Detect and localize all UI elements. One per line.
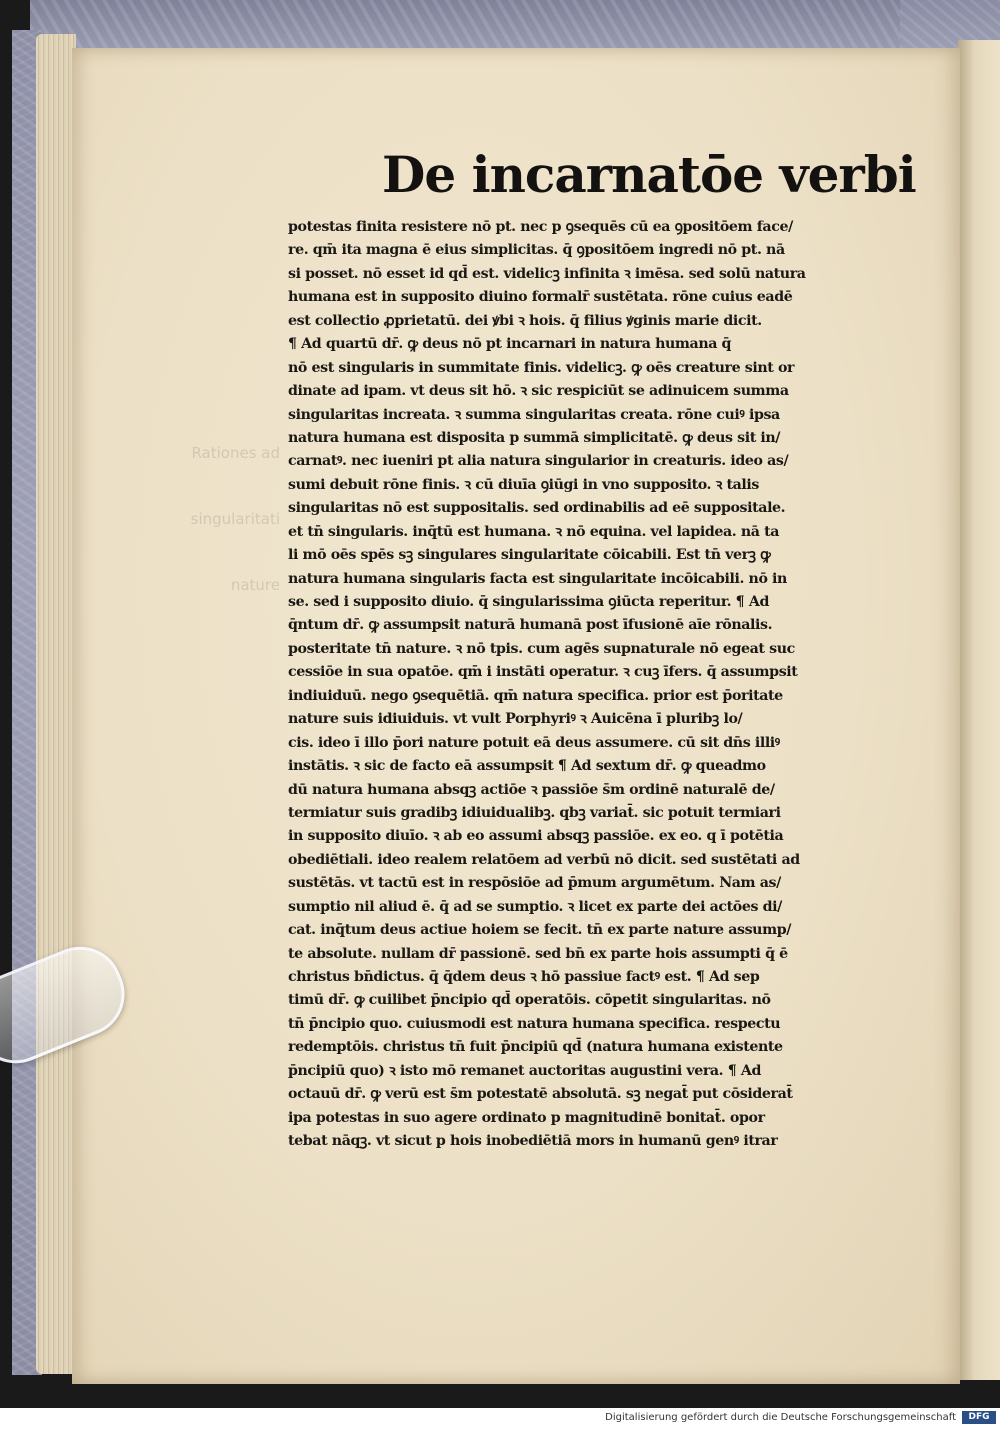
text-line: ipa potestas in suo agere ordinato p magnitudinē bonitat̄. opor <box>288 1109 765 1126</box>
dfg-logo: DFG <box>962 1411 996 1424</box>
text-line: sumi debuit rōne finis. ꝛ cū diuīa ꝯiūgi in vno supposito. ꝛ talis <box>288 476 759 493</box>
show-through-line: singularitati <box>190 510 280 528</box>
footer-credit: Digitalisierung gefördert durch die Deutsche Forschungsgemeinschaft <box>605 1412 956 1423</box>
marbled-cover-top <box>30 0 950 52</box>
text-line: cessiōe in sua opatōe. qm̄ i instāti operatur. ꝛ cuꝫ īfers. q̄ assumpsit <box>288 664 798 681</box>
text-line: cis. ideo ī illo p̄ori nature potuit eā deus assumere. cū sit dn̄s illiꝰ <box>288 734 780 751</box>
text-line: posteritate tn̄ nature. ꝛ nō tpis. cum agēs supnaturale nō egeat suc <box>288 640 795 657</box>
text-line: si posset. nō esset id qd̄ est. videlicꝫ infinita ꝛ imēsa. sed solū natura <box>288 265 806 282</box>
page-block-edge <box>36 34 76 1374</box>
text-line: est collectio ꝓprietatū. dei ꝟbi ꝛ hois. q̄ filius ꝟginis marie dicit. <box>288 312 762 329</box>
text-line: re. qm̄ ita magna ē eius simplicitas. q̄ ꝯpositōem ingredi nō pt. nā <box>288 242 785 259</box>
text-line: dinate ad ipam. vt deus sit hō. ꝛ sic respiciūt se adinuicem summa <box>288 383 789 400</box>
text-line: q̄ntum dr̄. ꝙ assumpsit naturā humanā post īfusionē aīe rōnalis. <box>288 617 773 634</box>
text-line: sustētās. vt tactū est in respōsiōe ad p̄mum argumētum. Nam as/ <box>288 875 781 892</box>
text-line: tn̄ p̄ncipio quo. cuiusmodi est natura humana specifica. respectu <box>288 1015 781 1032</box>
text-line: christus bn̄dictus. q̄ q̄dem deus ꝛ hō passiue factꝰ est. ¶ Ad sep <box>288 969 760 985</box>
text-line: potestas finita resistere nō pt. nec p ꝯsequēs cū ea ꝯpositōem face/ <box>288 219 793 235</box>
text-line: redemptōis. christus tn̄ fuit p̄ncipiū qd̄ (natura humana existente <box>288 1039 783 1056</box>
show-through-marginalia <box>160 398 280 594</box>
text-line: timū dr̄. ꝙ cuilibet p̄ncipio qd̄ operatōis. cōpetit singularitas. nō <box>288 992 771 1009</box>
text-line: in supposito diuīo. ꝛ ab eo assumi absqꝫ passiōe. ex eo. q ī potētia <box>288 828 784 845</box>
text-line: tebat nāqꝫ. vt sicut p hois inobediētiā mors in humanū genꝰ itrar <box>288 1133 778 1150</box>
text-line: obediētiali. ideo realem relatōem ad verbū nō dicit. sed sustētati ad <box>288 851 800 868</box>
text-line: te absolute. nullam dr̄ passionē. sed bn̄ ex parte hois assumpti q̄ ē <box>288 945 788 962</box>
text-line: singularitas nō est suppositalis. sed ordinabilis ad eē suppositale. <box>288 500 786 517</box>
text-line: nō est singularis in summitate finis. videlicꝫ. ꝙ oēs creature sint or <box>288 359 795 376</box>
show-through-line: Rationes ad <box>191 444 280 462</box>
text-line: octauū dr̄. ꝙ verū est s̄m potestatē absolutā. sꝫ negat̄ put cōsiderat̄ <box>288 1086 793 1103</box>
text-line: humana est in supposito diuino formalr̄ sustētata. rōne cuius eadē <box>288 289 793 306</box>
text-line: termiatur suis gradibꝫ idiuidualibꝫ. qbꝫ variat̄. sic potuit termiari <box>288 804 781 821</box>
text-line: natura humana est disposita p summā simplicitatē. ꝙ deus sit in/ <box>288 429 781 446</box>
text-line: ¶ Ad quartū dr̄. ꝙ deus nō pt incarnari in natura humana q̄ <box>288 336 732 353</box>
text-line: indiuiduū. nego ꝯsequētiā. qm̄ natura specifica. prior est p̄oritate <box>288 687 783 704</box>
facing-page-edge <box>958 40 1000 1380</box>
text-line: natura humana singularis facta est singularitate incōicabili. nō in <box>288 570 787 587</box>
text-line: instātis. ꝛ sic de facto eā assumpsit ¶ Ad sextum dr̄. ꝙ queadmo <box>288 758 766 775</box>
text-line: cat. inq̄tum deus actiue hoiem se fecit. tn̄ ex parte nature assump/ <box>288 922 791 939</box>
text-line: se. sed i supposito diuio. q̄ singularissima ꝯiūcta reperitur. ¶ Ad <box>288 594 769 610</box>
text-line: nature suis idiuiduis. vt vult Porphyriꝰ ꝛ Auicēna ī pluribꝫ lo/ <box>288 711 743 728</box>
text-line: li mō oēs spēs sꝫ singulares singularitate cōicabili. Est tn̄ verꝫ ꝙ <box>288 547 771 564</box>
text-line: et tn̄ singularis. inq̄tū est humana. ꝛ nō equina. vel lapidea. nā ta <box>288 523 780 540</box>
text-line: singularitas increata. ꝛ summa singularitas creata. rōne cuiꝰ ipsa <box>288 406 780 423</box>
text-line: p̄ncipiū quo) ꝛ isto mō remanet auctoritas augustini vera. ¶ Ad <box>288 1062 762 1079</box>
show-through-line: nature <box>230 576 280 594</box>
footer-bar <box>0 1408 1000 1429</box>
page-heading: De incarnatōe verbi <box>382 145 916 204</box>
text-line: carnatꝰ. nec iueniri pt alia natura singularior in creaturis. ideo as/ <box>288 453 789 470</box>
text-line: dū natura humana absqꝫ actiōe ꝛ passiōe s̄m ordinē naturalē de/ <box>288 781 775 798</box>
text-block <box>288 216 878 1154</box>
text-line: sumptio nil aliud ē. q̄ ad se sumptio. ꝛ licet ex parte dei actōes di/ <box>288 898 782 915</box>
